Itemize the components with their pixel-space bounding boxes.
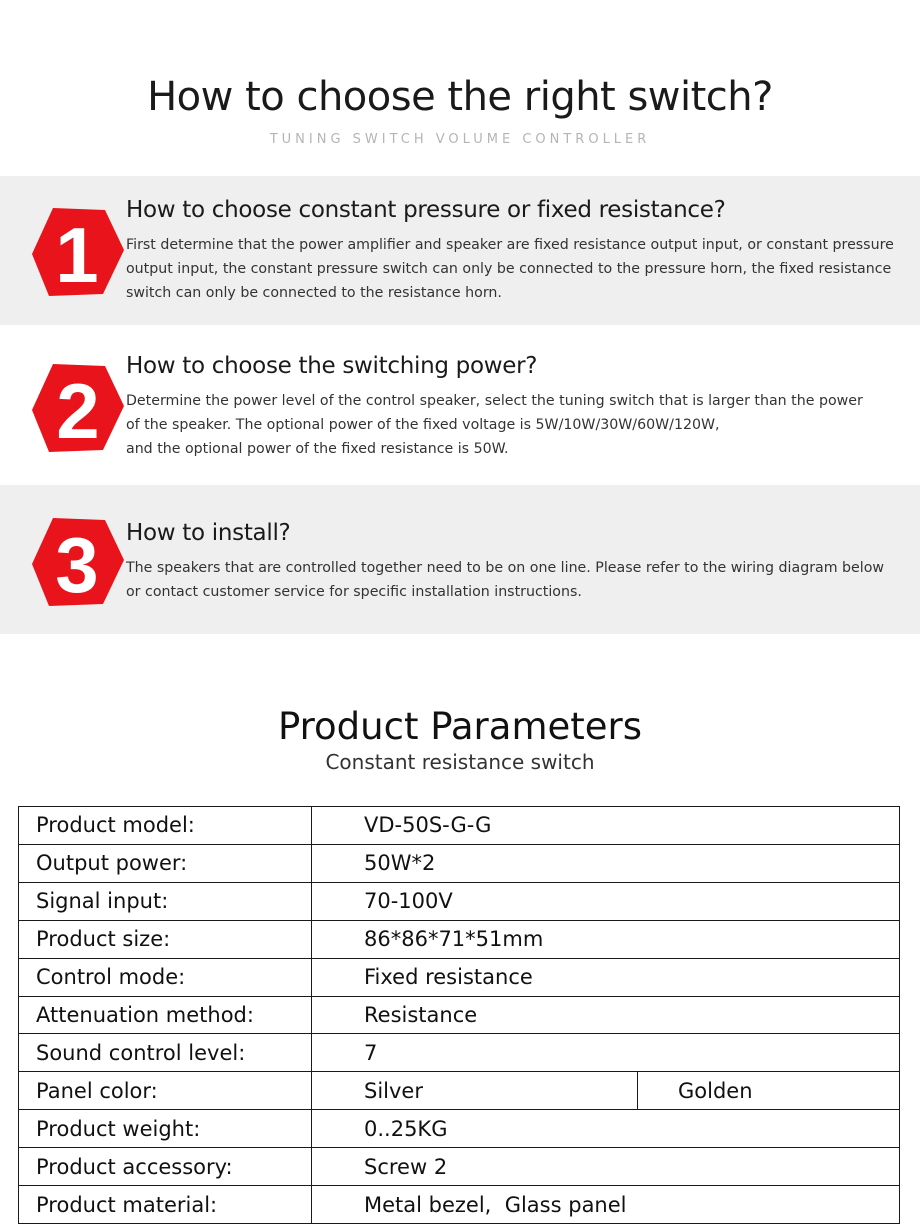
table-row: [19, 1034, 900, 1072]
table-row: [19, 882, 900, 920]
step-3-number: 3: [55, 521, 99, 608]
param-value: VD-50S-G-G: [312, 807, 900, 845]
table-row: [19, 958, 900, 996]
page-title: How to choose the right switch?: [147, 74, 773, 120]
param-value: 0..25KG: [312, 1110, 900, 1148]
param-value: 50W*2: [312, 844, 900, 882]
param-label: Panel color:: [19, 1072, 312, 1110]
step-3-badge: [31, 516, 125, 608]
table-row: [19, 1072, 900, 1110]
step-2-body-line: of the speaker. The optional power of the fixed voltage is 5W/10W/30W/60W/120W,: [126, 417, 720, 433]
step-2-badge: [31, 362, 125, 454]
param-value: Fixed resistance: [312, 958, 900, 996]
param-label: Product size:: [19, 920, 312, 958]
table-row: [19, 920, 900, 958]
param-label: Product model:: [19, 807, 312, 845]
table-row: [19, 1148, 900, 1186]
table-row: [19, 844, 900, 882]
page-subtitle: TUNING SWITCH VOLUME CONTROLLER: [269, 132, 651, 147]
table-row: [19, 1186, 900, 1224]
param-value-alt: Golden: [638, 1072, 900, 1110]
param-value: 86*86*71*51mm: [312, 920, 900, 958]
step-2-heading: How to choose the switching power?: [126, 353, 538, 379]
table-row: [19, 1110, 900, 1148]
param-label: Attenuation method:: [19, 996, 312, 1034]
param-value: Silver: [312, 1072, 638, 1110]
param-label: Product material:: [19, 1186, 312, 1224]
table-row: [19, 996, 900, 1034]
param-value: Screw 2: [312, 1148, 900, 1186]
table-row: [19, 807, 900, 845]
param-value: 70-100V: [312, 882, 900, 920]
params-table: [18, 806, 900, 1224]
step-2-number: 2: [56, 367, 100, 454]
step-2-body-line: Determine the power level of the control speaker, select the tuning switch that is larger than the power: [126, 393, 863, 409]
param-label: Product accessory:: [19, 1148, 312, 1186]
step-1-number: 1: [55, 211, 99, 298]
step-1-body: First determine that the power amplifier and speaker are fixed resistance output input, or constant pressure output input, the constant pressure switch can only be connected to the pressure horn, the fixed resistance switch can only be connected to the resistance horn.: [126, 237, 894, 301]
param-value: 7: [312, 1034, 900, 1072]
param-label: Control mode:: [19, 958, 312, 996]
params-title: Product Parameters: [277, 705, 643, 748]
step-3-heading: How to install?: [126, 520, 291, 546]
step-2-body: [126, 389, 906, 461]
param-label: Signal input:: [19, 882, 312, 920]
step-1-heading: How to choose constant pressure or fixed resistance?: [126, 197, 726, 223]
step-3-body: The speakers that are controlled together need to be on one line. Please refer to the wiring diagram below or contact customer service for specific installation instructions.: [126, 560, 885, 600]
param-value: Metal bezel, Glass panel: [312, 1186, 900, 1224]
step-1-badge: [31, 206, 125, 298]
params-subtitle: Constant resistance switch: [325, 750, 595, 774]
param-label: Sound control level:: [19, 1034, 312, 1072]
param-value: Resistance: [312, 996, 900, 1034]
param-label: Output power:: [19, 844, 312, 882]
step-2-body-line: and the optional power of the fixed resistance is 50W.: [126, 441, 509, 457]
param-label: Product weight:: [19, 1110, 312, 1148]
